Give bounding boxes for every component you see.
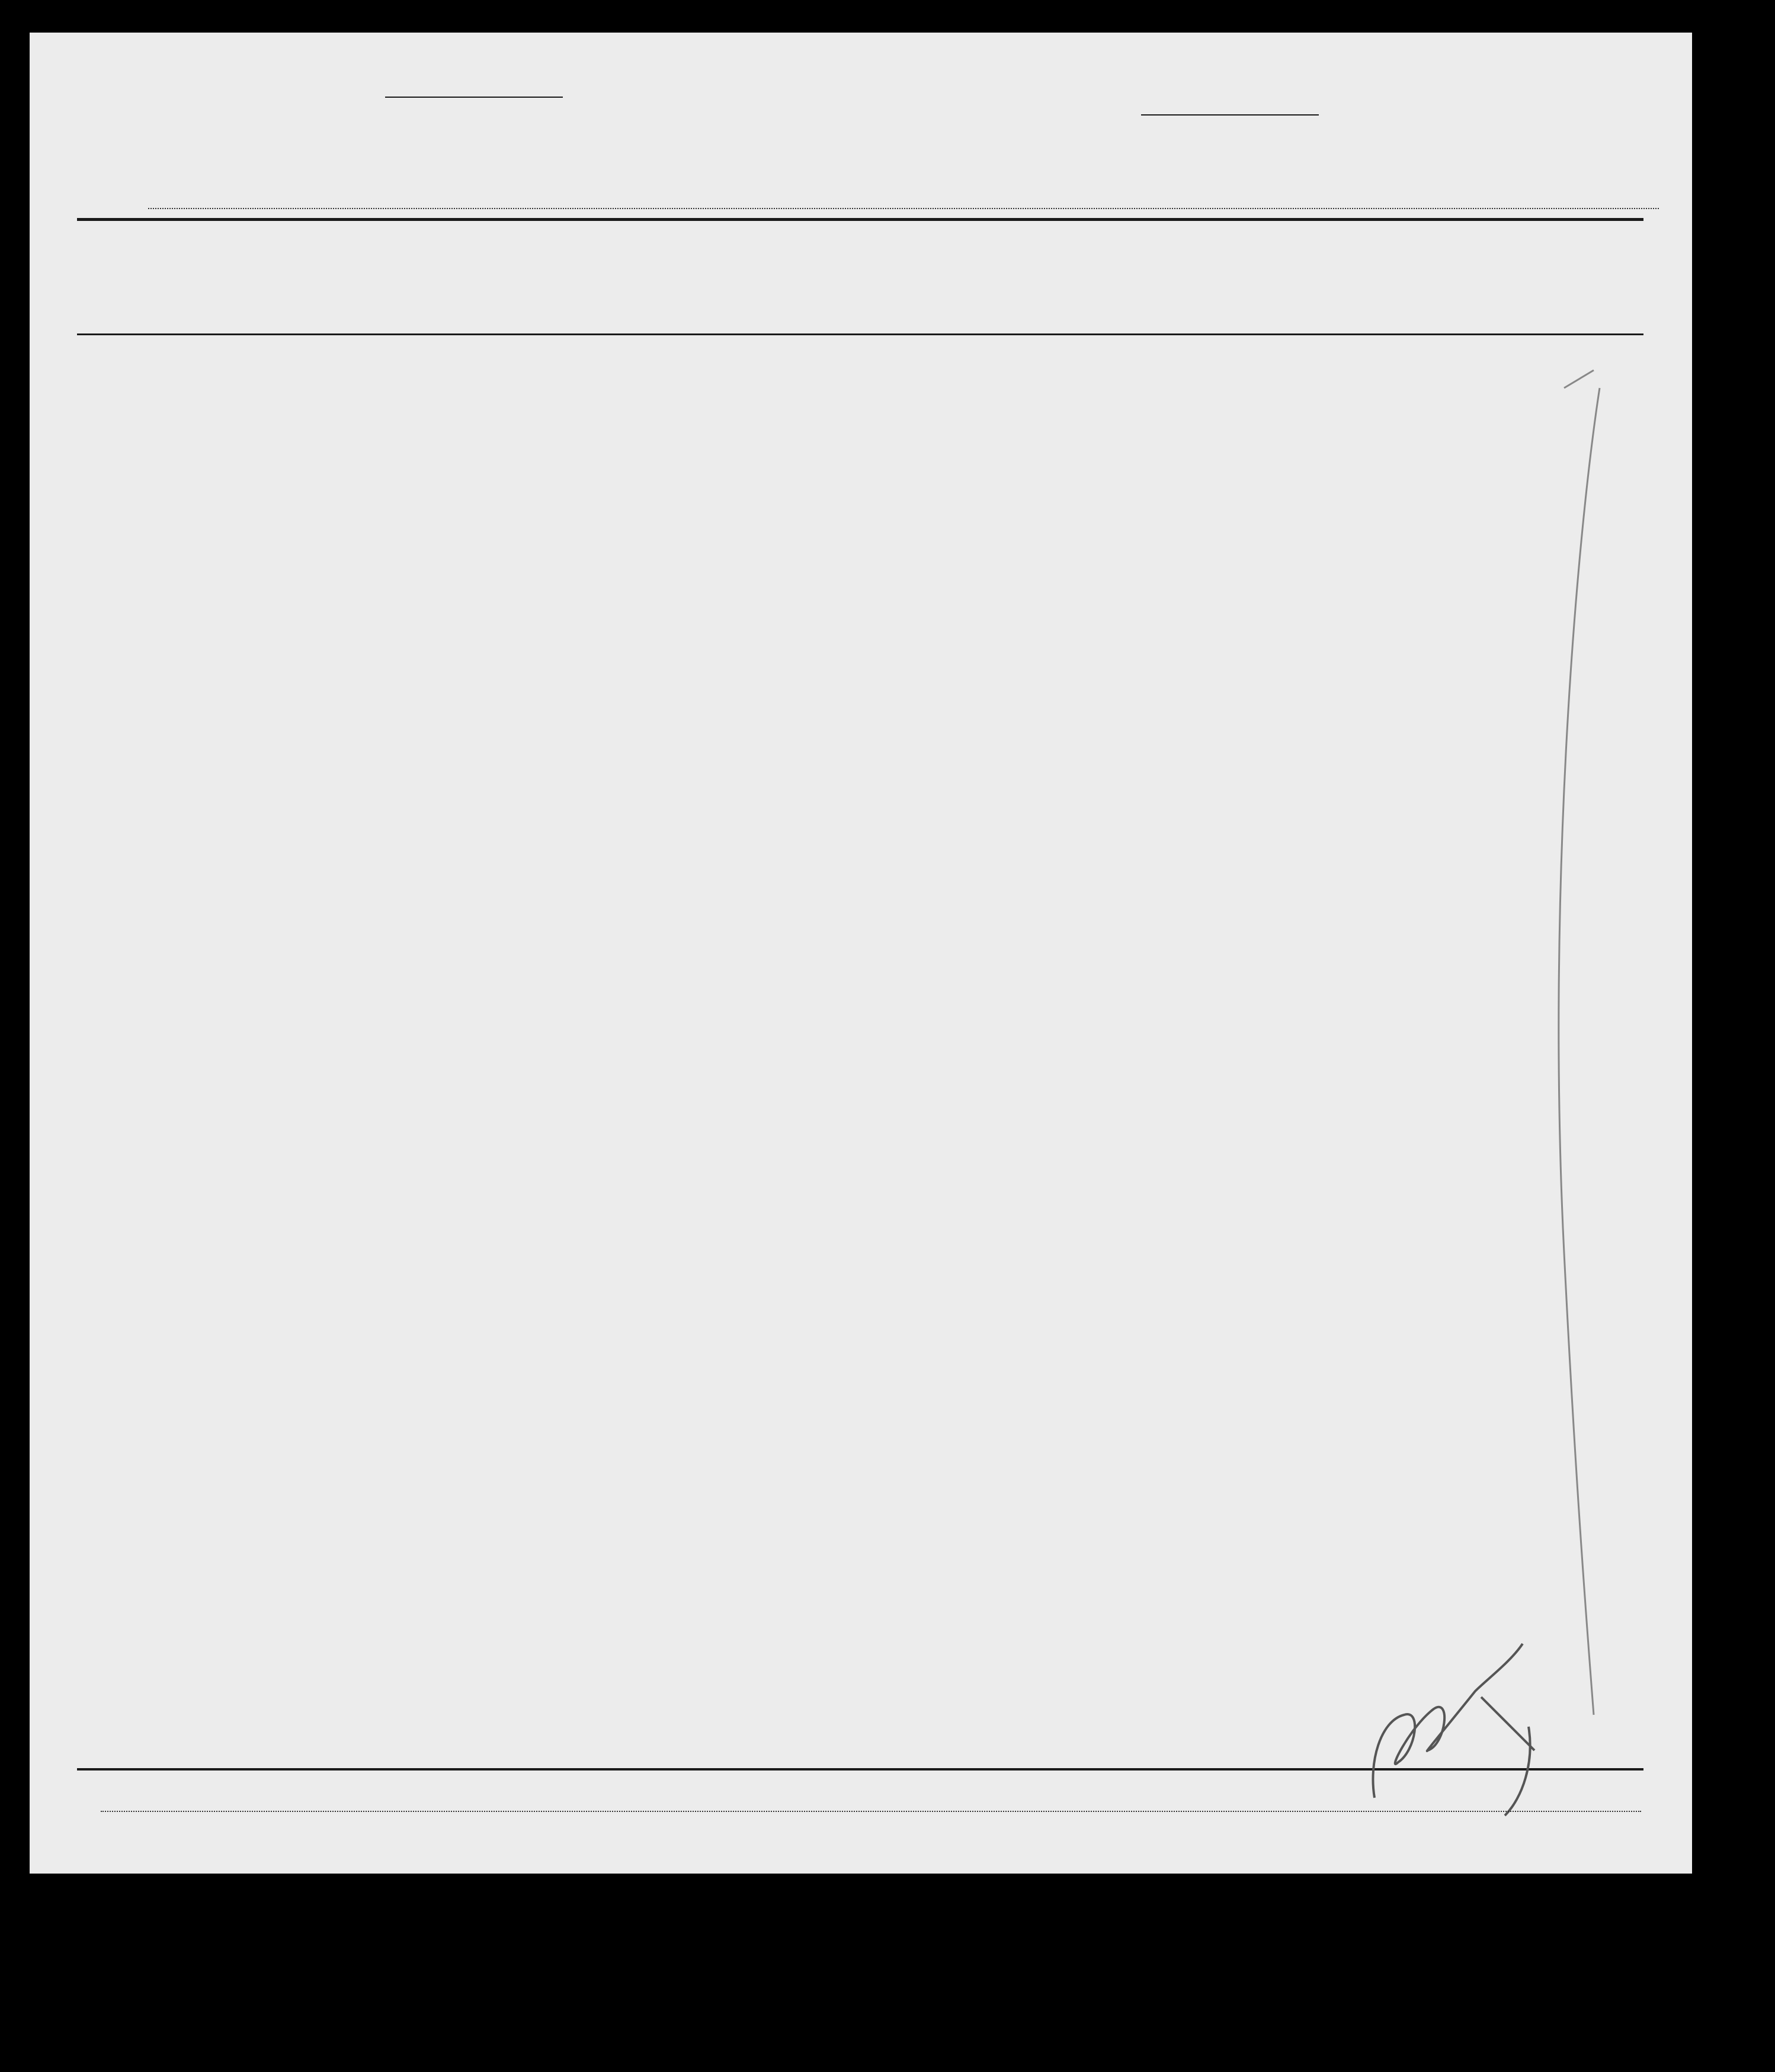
table-top-border (77, 218, 1643, 221)
footer-rule (101, 1811, 1641, 1812)
manifest-sheet (30, 33, 1692, 1874)
pencil-stroke (1529, 364, 1617, 1727)
header-bottom-border (77, 333, 1643, 335)
